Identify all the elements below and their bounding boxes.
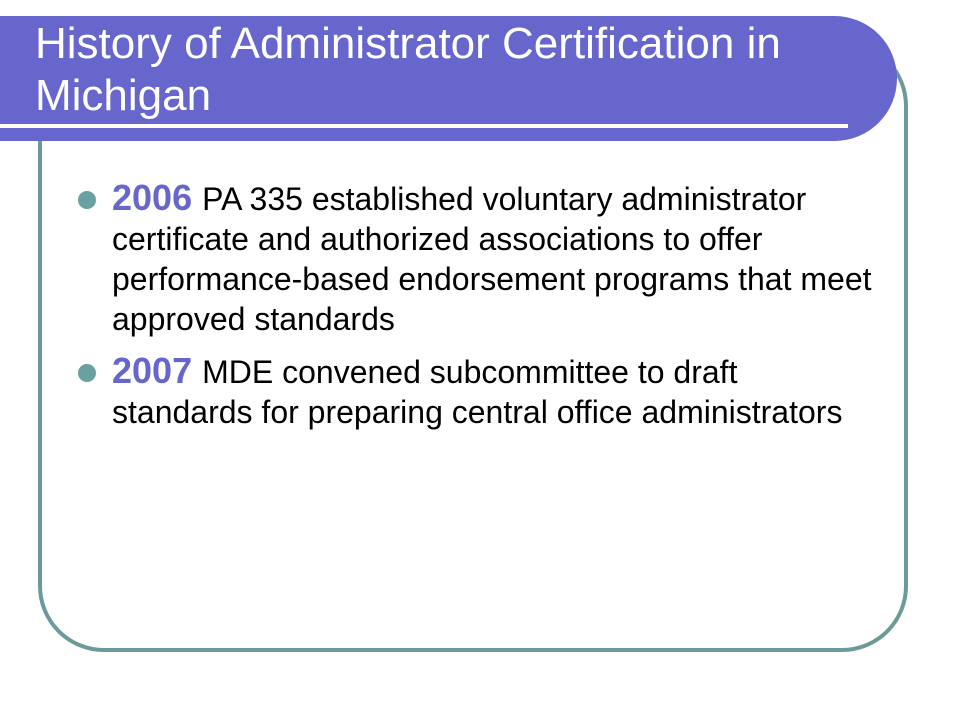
bullet-dot-icon	[78, 364, 96, 382]
bullet-text: PA 335 established voluntary administrator certificate and authorized associations to offer performance-based endorsement programs that meet approved standards	[112, 181, 872, 337]
slide-title: History of Administrator Certification in Michigan	[35, 19, 781, 120]
bullet-item-2006	[78, 178, 878, 339]
bullet-dot-icon	[78, 191, 96, 209]
bullet-item-2007	[78, 351, 878, 432]
bullet-list	[78, 178, 878, 444]
bullet-text: MDE convened subcommittee to draft standards for preparing central office administrators	[112, 354, 843, 430]
bullet-year: 2006	[112, 177, 203, 218]
bullet-year: 2007	[112, 350, 203, 391]
title-underline	[0, 124, 848, 128]
